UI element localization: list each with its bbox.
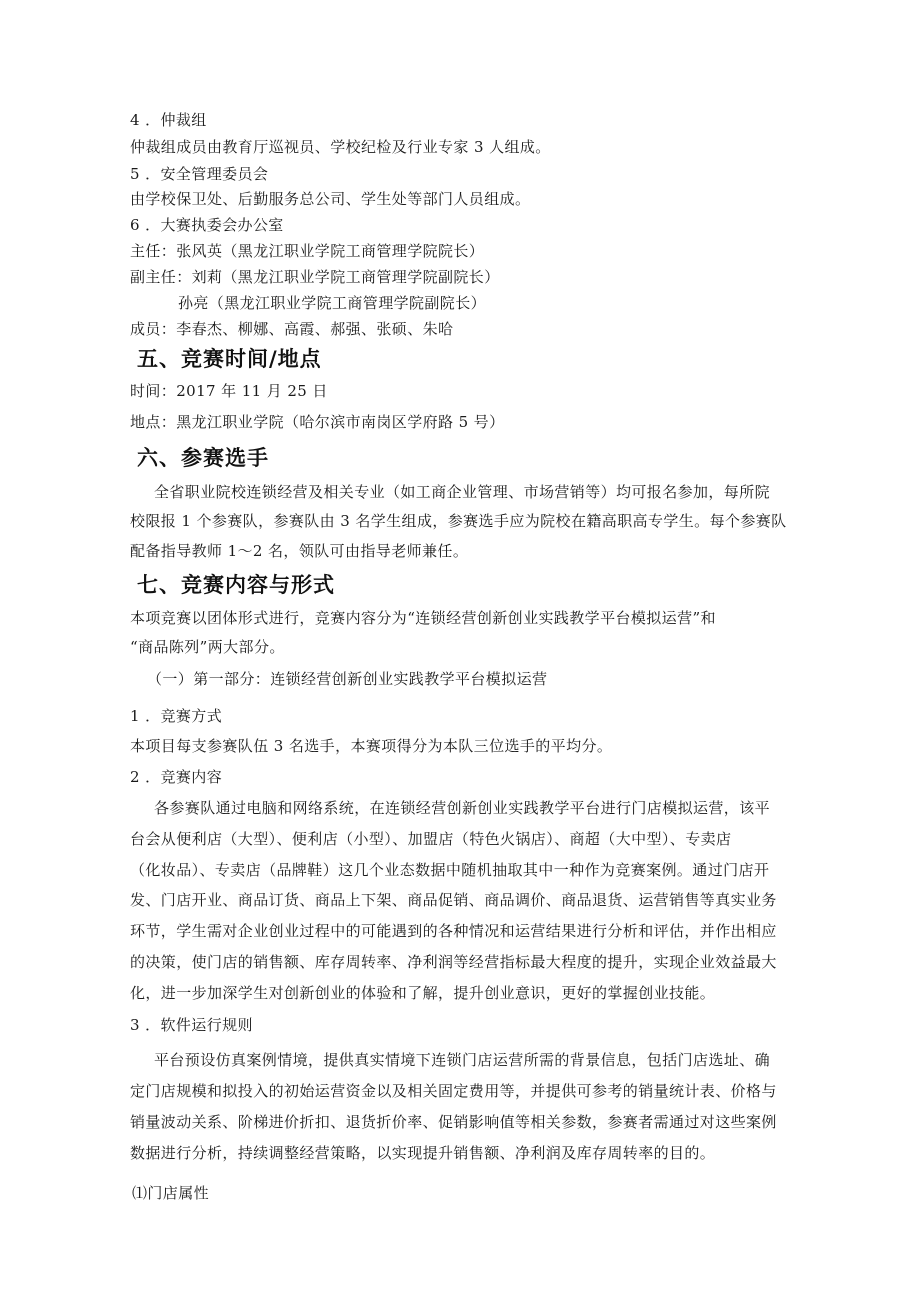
- sub2-line: （化妆品）、专卖店（品牌鞋）这几个业态数据中随机抽取其中一种作为竞赛案例。通过门店开: [130, 861, 770, 879]
- sub2-line: 化，进一步加深学生对创新创业的体验和了解，提升创业意识，更好的掌握创业技能。: [130, 984, 716, 1002]
- item5-text: 由学校保卫处、后勤服务总公司、学生处等部门人员组成。: [130, 190, 531, 208]
- sub3-line: 定门店规模和拟投入的初始运营资金以及相关固定费用等，并提供可参考的销量统计表、价格与: [130, 1082, 777, 1100]
- sub3-line: 数据进行分析，持续调整经营策略，以实现提升销售额、净利润及库存周转率的目的。: [130, 1144, 716, 1162]
- section7-line: 本项竞赛以团体形式进行，竞赛内容分为“连锁经营创新创业实践教学平台模拟运营”和: [130, 609, 716, 627]
- sub2-line: 各参赛队通过电脑和网络系统，在连锁经营创新创业实践教学平台进行门店模拟运营，该平: [154, 799, 771, 817]
- sub3-line: 平台预设仿真案例情境，提供真实情境下连锁门店运营所需的背景信息，包括门店选址、确: [154, 1051, 771, 1069]
- section7-line: “商品陈列”两大部分。: [130, 638, 285, 656]
- deputy-director-line-2: 孙亮（黑龙江职业学院工商管理学院副院长）: [178, 294, 487, 312]
- section-5-heading: 五、竞赛时间/地点: [137, 347, 322, 371]
- sub2-line: 发、门店开业、商品订货、商品上下架、商品促销、商品调价、商品退货、运营销售等真实业务: [130, 891, 777, 909]
- sub2-line: 台会从便利店（大型）、便利店（小型）、加盟店（特色火锅店）、商超（大中型）、专卖店: [130, 830, 732, 848]
- part-1-title: （一）第一部分：连锁经营创新创业实践教学平台模拟运营: [147, 670, 548, 688]
- section-7-heading: 七、竞赛内容与形式: [137, 573, 335, 597]
- sub3-line: 销量波动关系、阶梯进价折扣、退货折价率、促销影响值等相关参数，参赛者需通过对这些案例: [130, 1113, 777, 1131]
- members-line: 成员：李春杰、柳娜、高霞、郝强、张硕、朱哈: [130, 320, 454, 338]
- sub2-line: 环节，学生需对企业创业过程中的可能遇到的各种情况和运营结果进行分析和评估，并作出相应: [130, 922, 777, 940]
- store-attributes-item: ⑴门店属性: [132, 1184, 210, 1202]
- item6-title: 6 ．大赛执委会办公室: [130, 216, 284, 234]
- sub-2-title: 2 ．竞赛内容: [130, 768, 223, 786]
- section6-line: 全省职业院校连锁经营及相关专业（如工商企业管理、市场营销等）均可报名参加，每所院: [154, 483, 771, 501]
- section6-line: 校限报 1 个参赛队，参赛队由 3 名学生组成，参赛选手应为院校在籍高职高专学生。每个参赛队: [130, 512, 787, 530]
- sub-3-title: 3 ．软件运行规则: [130, 1016, 253, 1034]
- sub-1-title: 1 ．竞赛方式: [130, 707, 223, 725]
- item4-text: 仲裁组成员由教育厅巡视员、学校纪检及行业专家 3 人组成。: [130, 138, 551, 156]
- sub2-line: 的决策，使门店的销售额、库存周转率、净利润等经营指标最大程度的提升，实现企业效益最大: [130, 953, 777, 971]
- sub-1-text: 本项目每支参赛队伍 3 名选手，本赛项得分为本队三位选手的平均分。: [130, 737, 613, 755]
- item4-title: 4 ．仲裁组: [130, 111, 207, 129]
- section-6-heading: 六、参赛选手: [137, 446, 269, 470]
- director-line: 主任：张风英（黑龙江职业学院工商管理学院院长）: [130, 242, 485, 260]
- section6-line: 配备指导教师 1～2 名，领队可由指导老师兼任。: [130, 542, 469, 560]
- deputy-director-line: 副主任：刘莉（黑龙江职业学院工商管理学院副院长）: [130, 268, 500, 286]
- competition-time: 时间：2017 年 11 月 25 日: [130, 382, 328, 400]
- item5-title: 5 ．安全管理委员会: [130, 165, 269, 183]
- competition-place: 地点：黑龙江职业学院（哈尔滨市南岗区学府路 5 号）: [130, 413, 505, 431]
